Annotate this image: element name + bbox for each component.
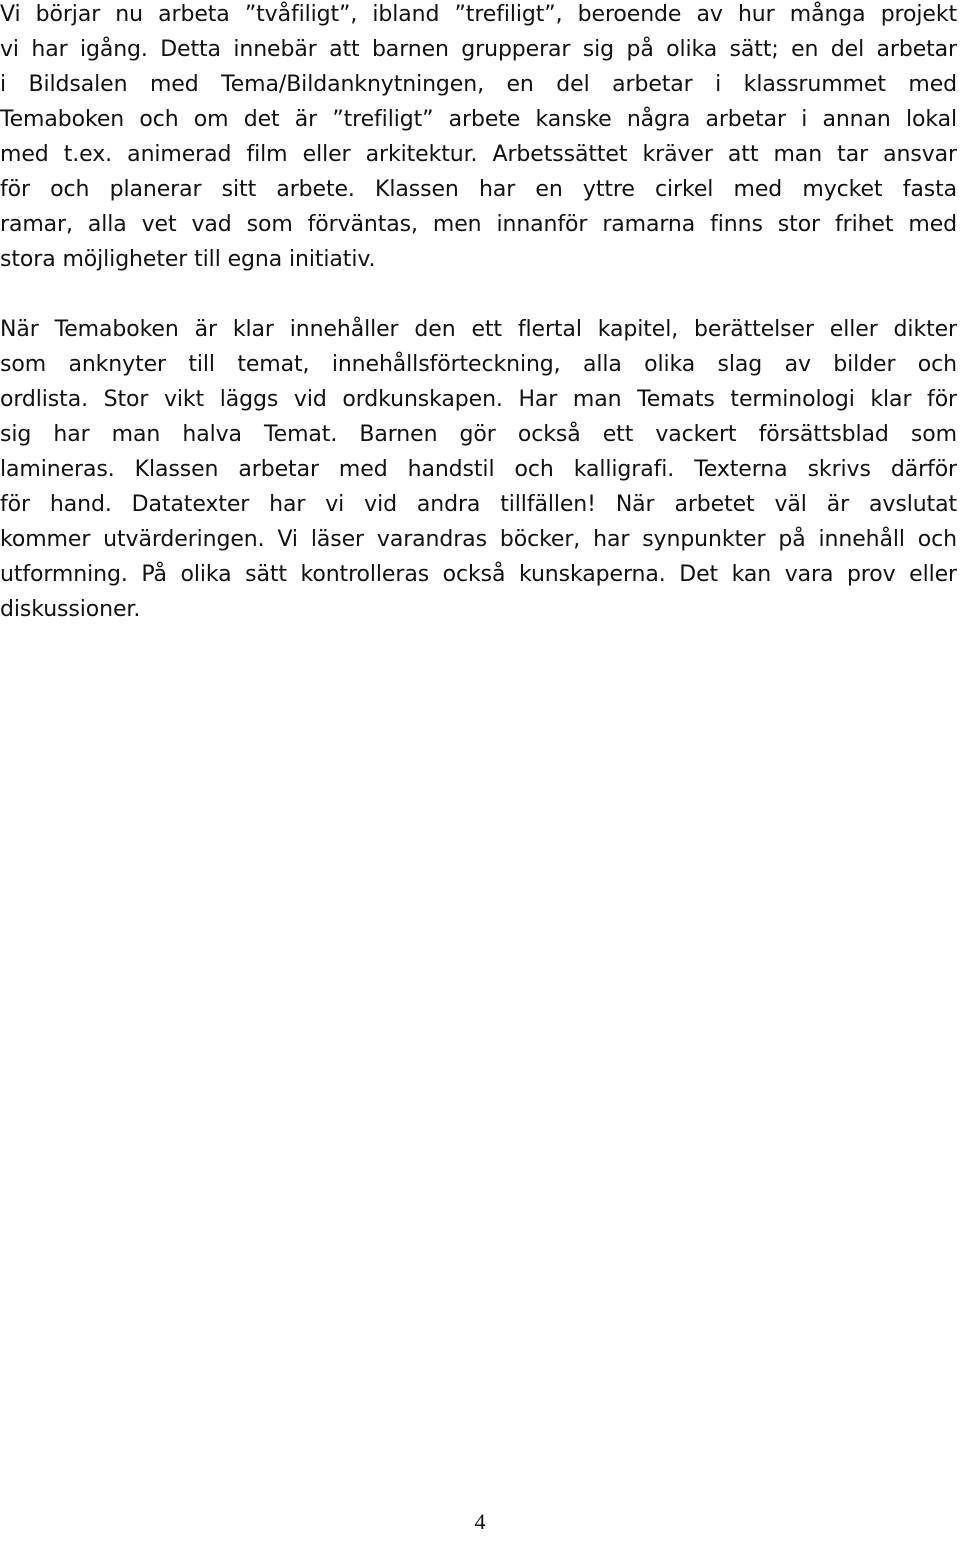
text-line: för och planerar sitt arbete. Klassen har en yttre cirkel med mycket fasta — [0, 177, 957, 202]
text-line: i Bildsalen med Tema/Bildanknytningen, en del arbetar i klassrummet med — [0, 72, 957, 97]
paragraph-2 — [0, 312, 957, 627]
text-line: för hand. Datatexter har vi vid andra tillfällen! När arbetet väl är avslutat — [0, 492, 957, 517]
text-line: ramar, alla vet vad som förväntas, men innanför ramarna finns stor frihet med — [0, 212, 957, 237]
text-line: sig har man halva Temat. Barnen gör också ett vackert försättsblad som — [0, 422, 957, 447]
text-line: Temaboken och om det är ”trefiligt” arbete kanske några arbetar i annan lokal — [0, 107, 957, 132]
text-line: lamineras. Klassen arbetar med handstil och kalligrafi. Texterna skrivs därför — [0, 457, 957, 482]
text-line: diskussioner. — [0, 597, 141, 622]
paragraph-1 — [0, 0, 957, 277]
text-line: vi har igång. Detta innebär att barnen grupperar sig på olika sätt; en del arbetar — [0, 37, 957, 62]
text-line: med t.ex. animerad film eller arkitektur. Arbetssättet kräver att man tar ansvar — [0, 142, 957, 167]
text-line: Vi börjar nu arbeta ”tvåfiligt”, ibland ”trefiligt”, beroende av hur många projekt — [0, 2, 957, 27]
text-line: kommer utvärderingen. Vi läser varandras böcker, har synpunkter på innehåll och — [0, 527, 957, 552]
text-line: som anknyter till temat, innehållsförteckning, alla olika slag av bilder och — [0, 352, 957, 377]
text-line: stora möjligheter till egna initiativ. — [0, 247, 376, 272]
text-line: När Temaboken är klar innehåller den ett flertal kapitel, berättelser eller dikter — [0, 317, 957, 342]
page-number: 4 — [474, 1509, 486, 1534]
text-line: utformning. På olika sätt kontrolleras också kunskaperna. Det kan vara prov eller — [0, 562, 957, 587]
text-line: ordlista. Stor vikt läggs vid ordkunskapen. Har man Temats terminologi klar för — [0, 387, 957, 412]
